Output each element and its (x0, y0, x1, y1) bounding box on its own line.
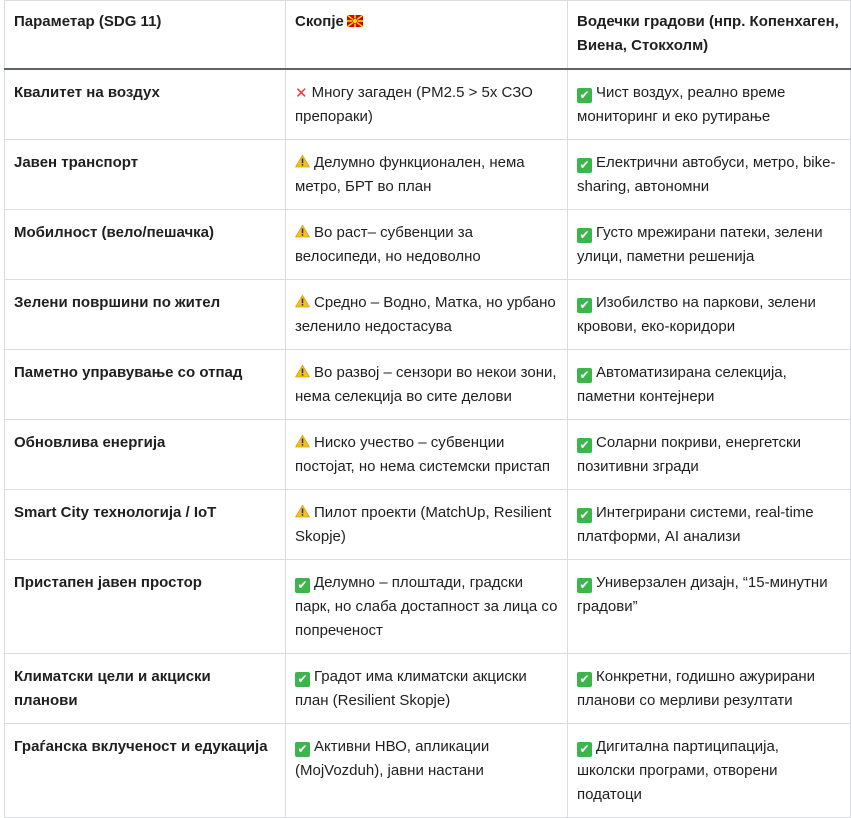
leaders-cell (568, 350, 851, 420)
table-row (5, 140, 851, 210)
table-row (5, 560, 851, 654)
leaders-cell-text: Интегрирани системи, real-time платформи, AI анализи (577, 504, 814, 545)
leaders-cell (568, 280, 851, 350)
skopje-cell (286, 69, 568, 140)
param-cell: Мобилност (вело/пешачка) (5, 210, 286, 280)
skopje-cell-text: Делумно функционален, нема метро, БРТ во план (295, 154, 525, 195)
leaders-cell (568, 69, 851, 140)
check-mark-icon: ✔ (295, 742, 310, 757)
param-cell: Пристапен јавен простор (5, 560, 286, 654)
check-mark-icon: ✔ (577, 438, 592, 453)
check-mark-icon: ✔ (577, 742, 592, 757)
header-skopje-label: Скопје (295, 13, 344, 30)
skopje-cell (286, 654, 568, 724)
check-mark-icon: ✔ (577, 298, 592, 313)
skopje-cell-text: Пилот проекти (MatchUp, Resilient Skopje) (295, 504, 552, 545)
skopje-cell (286, 280, 568, 350)
header-leaders-label: Водечки градови (нпр. Копенхаген, Виена, Стокхолм) (577, 13, 839, 54)
leaders-cell-text: Соларни покриви, енергетски позитивни згради (577, 434, 801, 475)
param-cell: Јавен транспорт (5, 140, 286, 210)
warning-icon (295, 294, 310, 311)
table-row (5, 654, 851, 724)
table-row (5, 210, 851, 280)
check-mark-icon: ✔ (577, 672, 592, 687)
header-param (5, 1, 286, 70)
skopje-cell (286, 490, 568, 560)
table-row (5, 280, 851, 350)
skopje-cell-text: Делумно – плоштади, градски парк, но слаба достапност за лица со попреченост (295, 574, 558, 639)
check-mark-icon: ✔ (577, 508, 592, 523)
warning-icon (295, 154, 310, 171)
leaders-cell (568, 210, 851, 280)
table-row (5, 420, 851, 490)
leaders-cell (568, 724, 851, 818)
param-cell: Граѓанска вклученост и едукација (5, 724, 286, 818)
param-cell: Smart City технологија / IoT (5, 490, 286, 560)
leaders-cell-text: Чист воздух, реално време мониторинг и еко рутирање (577, 84, 786, 125)
cross-mark-icon: ✕ (295, 85, 308, 102)
table-row (5, 490, 851, 560)
leaders-cell (568, 560, 851, 654)
leaders-cell-text: Густо мрежирани патеки, зелени улици, паметни решенија (577, 224, 823, 265)
warning-icon (295, 224, 310, 241)
leaders-cell-text: Електрични автобуси, метро, bike-sharing, автономни (577, 154, 836, 195)
leaders-cell (568, 654, 851, 724)
check-mark-icon: ✔ (577, 368, 592, 383)
table-row (5, 350, 851, 420)
skopje-cell (286, 560, 568, 654)
leaders-cell-text: Автоматизирана селекција, паметни контејнери (577, 364, 787, 405)
skopje-cell-text: Активни НВО, апликации (MojVozduh), јавни настани (295, 738, 490, 779)
header-param-label: Параметар (SDG 11) (14, 13, 162, 30)
skopje-cell-text: Многу загаден (PM2.5 > 5x СЗО препораки) (295, 84, 533, 125)
check-mark-icon: ✔ (577, 578, 592, 593)
param-cell: Паметно управување со отпад (5, 350, 286, 420)
param-cell: Климатски цели и акциски планови (5, 654, 286, 724)
param-cell: Квалитет на воздух (5, 69, 286, 140)
skopje-cell (286, 724, 568, 818)
skopje-cell-text: Во раст– субвенции за велосипеди, но недоволно (295, 224, 481, 265)
skopje-cell (286, 210, 568, 280)
table-row (5, 724, 851, 818)
header-row (5, 1, 851, 70)
header-leaders (568, 1, 851, 70)
skopje-cell (286, 350, 568, 420)
skopje-cell (286, 140, 568, 210)
check-mark-icon: ✔ (577, 88, 592, 103)
warning-icon (295, 364, 310, 381)
leaders-cell (568, 420, 851, 490)
warning-icon (295, 434, 310, 451)
leaders-cell (568, 490, 851, 560)
table-row (5, 69, 851, 140)
skopje-cell-text: Во развој – сензори во некои зони, нема селекција во сите делови (295, 364, 557, 405)
macedonia-flag-icon (347, 15, 363, 27)
param-cell: Обновлива енергија (5, 420, 286, 490)
skopje-cell-text: Градот има климатски акциски план (Resilient Skopje) (295, 668, 527, 709)
leaders-cell (568, 140, 851, 210)
check-mark-icon: ✔ (295, 672, 310, 687)
check-mark-icon: ✔ (577, 228, 592, 243)
header-skopje (286, 1, 568, 70)
leaders-cell-text: Конкретни, годишно ажурирани планови со мерливи резултати (577, 668, 816, 709)
skopje-cell (286, 420, 568, 490)
check-mark-icon: ✔ (577, 158, 592, 173)
skopje-cell-text: Средно – Водно, Матка, но урбано зеленило недостасува (295, 294, 556, 335)
leaders-cell-text: Дигитална партиципација, школски програми, отворени податоци (577, 738, 779, 803)
leaders-cell-text: Универзален дизајн, “15-минутни градови” (577, 574, 828, 615)
leaders-cell-text: Изобилство на паркови, зелени кровови, еко-коридори (577, 294, 816, 335)
comparison-table (4, 0, 851, 818)
param-cell: Зелени површини по жител (5, 280, 286, 350)
warning-icon (295, 504, 310, 521)
skopje-cell-text: Ниско учество – субвенции постојат, но нема системски пристап (295, 434, 550, 475)
check-mark-icon: ✔ (295, 578, 310, 593)
